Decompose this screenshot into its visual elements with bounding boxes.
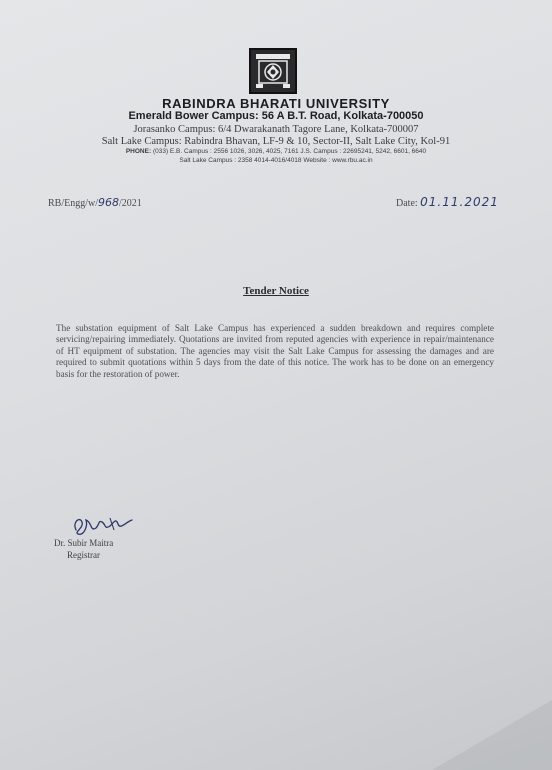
signatory-title: Registrar	[67, 550, 100, 560]
date-label: Date:	[396, 198, 418, 209]
main-campus-address: Emerald Bower Campus: 56 A B.T. Road, Kolkata-700050	[128, 110, 424, 122]
saltlake-campus-address: Salt Lake Campus: Rabindra Bhavan, LF-9 & 10, Sector-II, Salt Lake City, Kol-91	[101, 136, 451, 147]
reference-number	[48, 196, 142, 209]
reference-suffix: /2021	[119, 198, 142, 209]
date-handwritten-value: 01.11.2021	[420, 195, 499, 209]
notice-body: The substation equipment of Salt Lake Campus has experienced a sudden breakdown and requires complete servicing/repairing immediately. Quotations are invited from reputed agencies with experience in repair/maintenance of HT equipment of substation. The agencies may visit the Salt Lake Campus for assessing the damages and are required to submit quotations within 5 days from the date of this notice. The work has to be done on an emergency basis for the restoration of power.	[56, 323, 494, 379]
notice-title: Tender Notice	[243, 285, 309, 297]
paper-shadow	[432, 700, 552, 770]
reference-prefix: RB/Engg/w/	[48, 198, 99, 209]
reference-handwritten-number: 968	[98, 196, 120, 209]
university-name: RABINDRA BHARATI UNIVERSITY	[162, 96, 390, 111]
university-seal-logo	[249, 48, 297, 94]
phone-label: PHONE:	[125, 148, 152, 155]
jorasanko-campus-address: Jorasanko Campus: 6/4 Dwarakanath Tagore Lane, Kolkata-700007	[133, 124, 419, 135]
notice-date	[396, 195, 499, 209]
saltlake-phone-website: Salt Lake Campus : 2358 4014-4016/4018 Website : www.rbu.ac.in	[179, 157, 373, 164]
registrar-signature	[70, 512, 140, 538]
signatory-name: Dr. Subir Maitra	[54, 538, 114, 548]
phone-line	[0, 148, 552, 155]
phone-numbers: (033) E.B. Campus : 2556 1026, 3026, 4025, 7161 J.S. Campus : 22695241, 5242, 6601, 6640	[152, 148, 427, 155]
